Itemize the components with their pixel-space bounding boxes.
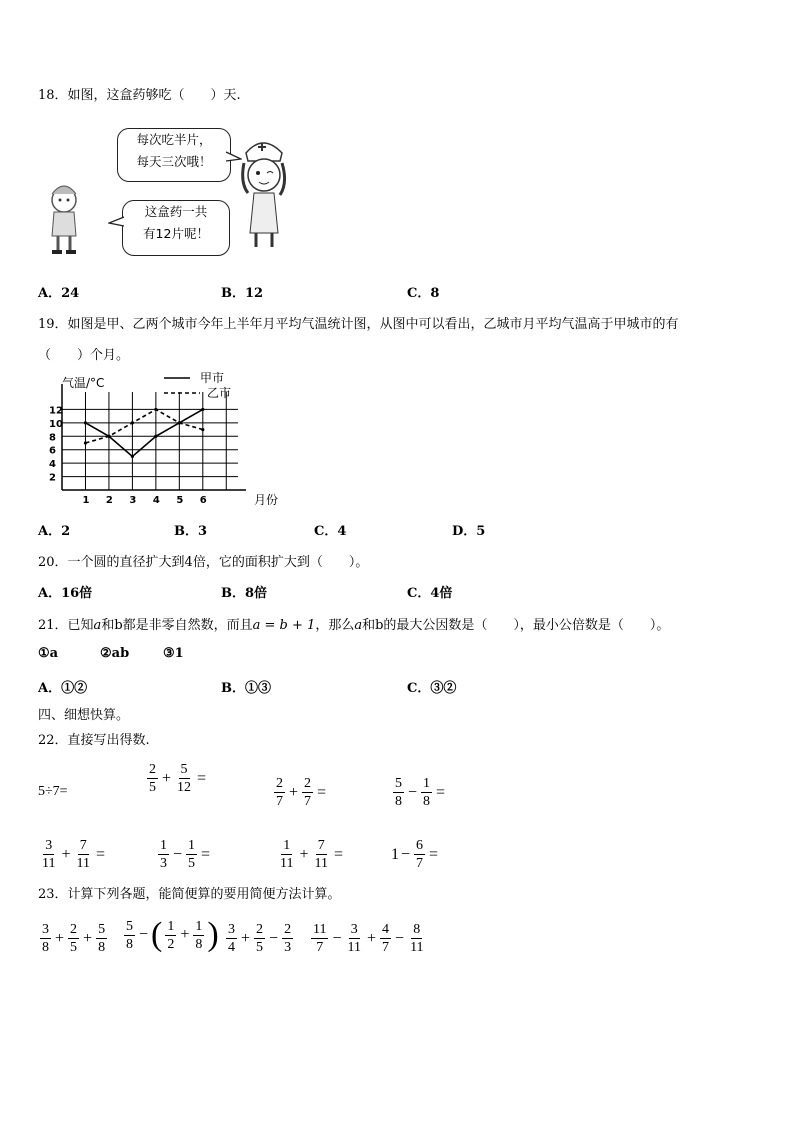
- x-tick-label: 3: [129, 495, 137, 506]
- section-heading: 四、细想快算。: [38, 708, 130, 723]
- numerator: 1: [167, 918, 175, 934]
- q22-expr-3: [272, 776, 328, 809]
- fraction: [311, 922, 328, 955]
- q23-expr-4: [309, 922, 428, 955]
- minus-sign: −: [139, 926, 149, 943]
- q21-choice-2: ②ab: [100, 646, 130, 661]
- numerator: 5: [126, 918, 133, 934]
- data-point-yi: [154, 408, 157, 411]
- denominator: 7: [276, 794, 283, 809]
- plus-sign: +: [367, 929, 377, 947]
- fraction: [175, 762, 193, 795]
- bubble-line: 这盒药一共: [144, 204, 208, 219]
- speech-bubble-nurse: [117, 128, 231, 182]
- q21-part: 和b的最大公因数是（ ），最小公倍数是（ ）。: [362, 618, 670, 633]
- fraction: [278, 838, 295, 871]
- fraction: [40, 922, 51, 955]
- q21-option-a[interactable]: A．①②: [38, 681, 88, 696]
- fraction: [302, 776, 313, 809]
- bubble-tail-icon: [108, 215, 124, 229]
- numerator: 6: [416, 838, 424, 853]
- right-paren: ): [207, 916, 219, 953]
- q23-expr-3: [224, 922, 295, 955]
- bubble-line: 每次吃半片，: [136, 132, 212, 147]
- minus-sign: −: [401, 845, 411, 863]
- denominator: 5: [70, 940, 78, 955]
- denominator: 4: [228, 940, 235, 955]
- fraction: [254, 922, 265, 955]
- x-tick-label: 1: [82, 495, 90, 506]
- fraction: [393, 776, 404, 809]
- minus-sign: −: [269, 929, 279, 947]
- numerator: 2: [304, 776, 312, 791]
- q18-text: 18．如图，这盒药够吃（ ）天.: [38, 88, 241, 103]
- denominator: 3: [160, 856, 167, 871]
- denominator: 5: [256, 940, 264, 955]
- plus-sign: +: [83, 929, 93, 947]
- q21-choice-1: ①a: [38, 646, 59, 661]
- data-point-jia: [131, 455, 134, 458]
- numerator: 5: [98, 922, 106, 937]
- q21-part: 和b都是非零自然数，而且: [101, 618, 253, 633]
- data-point-jia: [154, 435, 157, 438]
- q18-option-a[interactable]: A．24: [38, 286, 80, 301]
- q18-option-b[interactable]: B．12: [221, 286, 264, 301]
- variable-a: a: [354, 618, 363, 633]
- numerator: 1: [283, 838, 291, 853]
- temperature-chart: [40, 370, 290, 510]
- numerator: 2: [284, 922, 292, 937]
- plus-sign: +: [299, 845, 309, 863]
- minus-sign: −: [408, 783, 418, 801]
- x-axis-label: 月份: [254, 493, 279, 507]
- q19-option-a[interactable]: A．2: [38, 524, 71, 539]
- q21-part: ，那么: [315, 618, 355, 633]
- q19-option-d[interactable]: D．5: [452, 524, 486, 539]
- plus-sign: +: [55, 929, 65, 947]
- denominator: 3: [284, 940, 292, 955]
- y-tick-label: 8: [49, 432, 56, 444]
- q19-option-b[interactable]: B．3: [174, 524, 208, 539]
- fraction: [226, 922, 237, 955]
- left-paren: (: [151, 916, 163, 953]
- bubble-line: 每天三次哦！: [136, 154, 212, 169]
- y-tick-label: 10: [49, 418, 63, 430]
- fraction: [282, 922, 293, 955]
- bubble-tail-icon: [226, 150, 242, 164]
- denominator: 5: [188, 856, 196, 871]
- legend-jia: 甲市: [200, 371, 225, 385]
- y-tick-label: 2: [49, 472, 56, 484]
- numerator: 3: [350, 922, 358, 937]
- fraction: [68, 922, 79, 955]
- y-axis-label: 气温/°C: [62, 376, 105, 390]
- q22-expr-2: [145, 762, 208, 795]
- equals-sign: =: [317, 783, 327, 801]
- denominator: 12: [177, 780, 192, 795]
- whole-number: 1: [391, 845, 399, 863]
- numerator: 8: [413, 922, 421, 937]
- fraction: [186, 838, 197, 871]
- numerator: 1: [160, 838, 167, 853]
- numerator: 2: [256, 922, 264, 937]
- denominator: 8: [395, 794, 402, 809]
- q23-expr-1: [38, 922, 109, 955]
- equals-sign: =: [334, 845, 344, 863]
- denominator: 2: [167, 936, 175, 952]
- q19-text-2: （ ）个月。: [38, 348, 130, 363]
- q22-expr-8: [391, 838, 440, 871]
- q21-choice-3: ③1: [163, 646, 184, 661]
- data-point-yi: [178, 421, 181, 424]
- q19-text: 19．如图是甲、乙两个城市今年上半年月平均气温统计图，从图中可以看出，乙城市月平均气温高于甲城市的有: [38, 317, 679, 332]
- numerator: 3: [42, 922, 49, 937]
- equation: a = b + 1: [252, 618, 316, 633]
- numerator: 1: [423, 776, 431, 791]
- q19-option-c[interactable]: C．4: [314, 524, 347, 539]
- data-point-yi: [84, 441, 87, 444]
- q22-expr-4: [391, 776, 447, 809]
- denominator: 7: [304, 794, 312, 809]
- denominator: 5: [149, 780, 156, 795]
- fraction: [124, 919, 135, 952]
- data-point-yi: [131, 421, 134, 424]
- minus-sign: −: [332, 929, 342, 947]
- y-tick-label: 4: [49, 459, 56, 471]
- q20-option-a[interactable]: A．16倍: [38, 586, 93, 601]
- numerator: 4: [382, 922, 390, 937]
- y-tick-label: 6: [49, 445, 56, 457]
- x-tick-label: 2: [105, 495, 113, 506]
- numerator: 2: [276, 776, 283, 791]
- fraction: [40, 838, 57, 871]
- numerator: 7: [79, 838, 87, 853]
- numerator: 1: [195, 918, 203, 934]
- q21-option-b[interactable]: B．①③: [221, 681, 271, 696]
- q21-text: [38, 614, 669, 633]
- equals-sign: =: [436, 783, 446, 801]
- fraction: [96, 922, 107, 955]
- denominator: 11: [76, 856, 90, 871]
- series-line-yi: [85, 409, 202, 443]
- denominator: 11: [314, 856, 328, 871]
- denominator: 8: [195, 936, 203, 952]
- numerator: 2: [70, 922, 78, 937]
- fraction: [165, 919, 176, 952]
- q18-option-c[interactable]: C．8: [407, 286, 440, 301]
- bubble-line: 有12片呢！: [143, 226, 209, 241]
- plus-sign: +: [289, 783, 299, 801]
- numerator: 2: [149, 762, 156, 777]
- data-point-jia: [201, 408, 204, 411]
- fraction: [147, 762, 158, 795]
- speech-bubble-girl: [122, 200, 230, 256]
- q20-text: 20．一个圆的直径扩大到4倍，它的面积扩大到（ ）。: [38, 555, 369, 570]
- fraction: [313, 838, 330, 871]
- denominator: 8: [126, 936, 133, 952]
- numerator: 3: [45, 838, 53, 853]
- girl-illustration: [40, 180, 88, 258]
- q22-expr-7: [276, 838, 345, 871]
- q23-text: 23．计算下列各题，能简便算的要用简便方法计算。: [38, 887, 341, 902]
- plus-sign: +: [162, 769, 172, 787]
- denominator: 7: [316, 940, 324, 955]
- q22-text: 22．直接写出得数.: [38, 733, 150, 748]
- plus-sign: +: [61, 845, 71, 863]
- fraction: [421, 776, 432, 809]
- numerator: 1: [188, 838, 196, 853]
- numerator: 5: [395, 776, 402, 791]
- q21-option-c[interactable]: C．③②: [407, 681, 457, 696]
- numerator: 7: [317, 838, 325, 853]
- plus-sign: +: [241, 929, 251, 947]
- q20-option-b[interactable]: B．8倍: [221, 586, 268, 601]
- q21-part: 21．已知: [38, 618, 94, 633]
- q23-expr-2: [122, 918, 220, 952]
- fraction: [158, 838, 169, 871]
- data-point-yi: [201, 428, 204, 431]
- numerator: 5: [180, 762, 188, 777]
- denominator: 7: [416, 856, 424, 871]
- fraction: [346, 922, 363, 955]
- equals-sign: =: [96, 845, 106, 863]
- equals-sign: =: [429, 845, 439, 863]
- minus-sign: −: [173, 845, 183, 863]
- denominator: 7: [382, 940, 390, 955]
- fraction: [75, 838, 92, 871]
- q22-expr-5: [38, 838, 107, 871]
- fraction: [380, 922, 391, 955]
- variable-a: a: [93, 618, 102, 633]
- equals-sign: =: [197, 769, 207, 787]
- equals-sign: =: [201, 845, 211, 863]
- fraction: [193, 919, 204, 952]
- numerator: 11: [313, 922, 327, 937]
- nurse-illustration: [236, 133, 290, 251]
- denominator: 11: [410, 940, 424, 955]
- denominator: 8: [42, 940, 49, 955]
- fraction: [274, 776, 285, 809]
- data-point-yi: [107, 435, 110, 438]
- legend-yi: 乙市: [207, 386, 232, 400]
- y-tick-label: 12: [49, 405, 63, 417]
- x-tick-label: 5: [176, 495, 184, 506]
- denominator: 8: [98, 940, 106, 955]
- x-tick-label: 6: [199, 495, 207, 506]
- denominator: 11: [42, 856, 56, 871]
- denominator: 11: [347, 940, 361, 955]
- fraction: [408, 922, 425, 955]
- numerator: 3: [228, 922, 235, 937]
- data-point-jia: [84, 421, 87, 424]
- denominator: 11: [280, 856, 294, 871]
- q20-option-c[interactable]: C．4倍: [407, 586, 453, 601]
- minus-sign: −: [395, 929, 405, 947]
- q22-expr-1: 5÷7=: [38, 784, 68, 799]
- plus-sign: +: [180, 926, 190, 943]
- denominator: 8: [423, 794, 431, 809]
- q22-expr-6: [156, 838, 212, 871]
- x-tick-label: 4: [152, 495, 160, 506]
- fraction: [414, 838, 425, 871]
